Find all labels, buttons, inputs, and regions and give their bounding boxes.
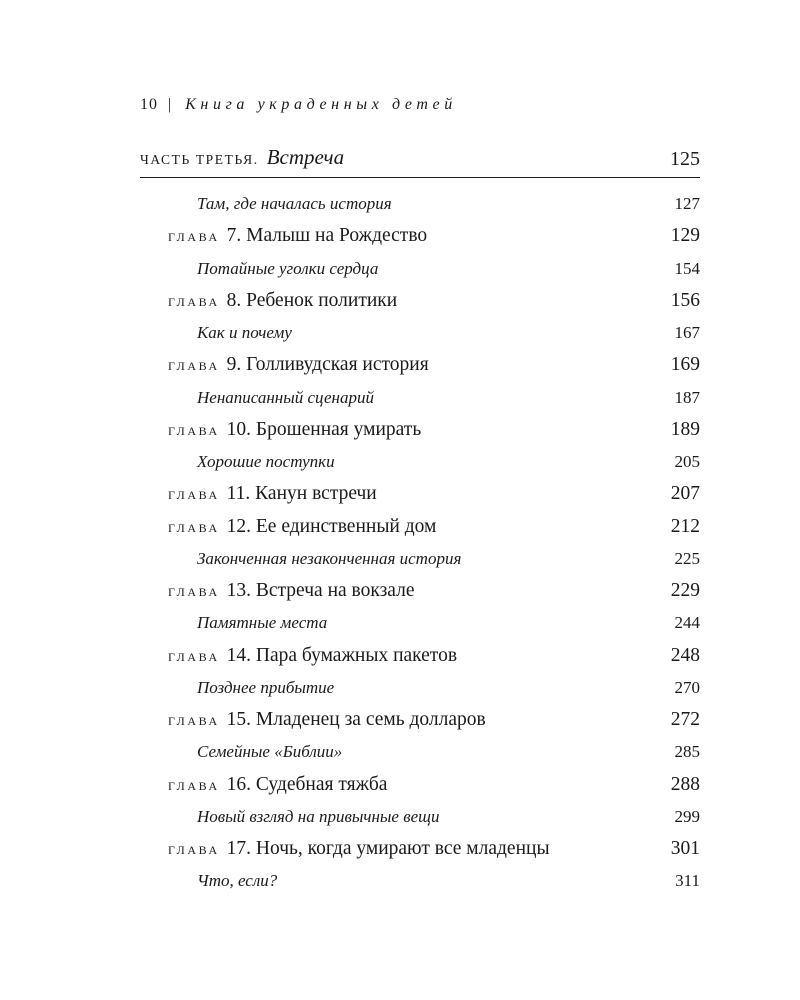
book-title: Книга украденных детей — [185, 96, 457, 113]
chapter-label: ГЛАВА — [168, 520, 220, 535]
chapter-label: ГЛАВА — [168, 359, 220, 374]
interlude-title: Новый взгляд на привычные вещи — [197, 806, 440, 826]
entry-page-number: 311 — [675, 871, 700, 891]
entry-title-wrap — [197, 253, 378, 285]
chapter-label: ГЛАВА — [168, 585, 220, 599]
toc-chapter-entry — [0, 220, 800, 252]
chapter-title: Канун встречи — [255, 483, 377, 505]
entry-page-number: 270 — [674, 677, 700, 697]
toc-chapter-entry — [0, 285, 800, 317]
entry-title-wrap — [168, 285, 397, 318]
page-number: 10 — [140, 96, 158, 113]
chapter-title: Младенец за семь долларов — [255, 709, 486, 730]
toc-chapter-entry — [0, 414, 800, 446]
chapter-title: Ночь, когда умирают все младенцы — [255, 838, 550, 859]
entry-page-number: 154 — [674, 258, 700, 278]
chapter-label: ГЛАВА — [168, 778, 220, 793]
entry-title-wrap — [168, 349, 429, 382]
entry-title-wrap — [197, 801, 439, 833]
entry-title-wrap — [197, 736, 342, 768]
running-head-separator: | — [168, 96, 172, 113]
entry-page-number: 285 — [674, 742, 700, 762]
entry-page-number: 225 — [674, 548, 700, 568]
interlude-title: Что, если? — [197, 871, 278, 891]
chapter-title: Ребенок политики — [246, 289, 398, 311]
entry-title-wrap — [168, 640, 457, 673]
entry-title-wrap — [197, 865, 277, 897]
entry-page-number: 212 — [670, 515, 700, 537]
interlude-title: Там, где началась история — [197, 194, 392, 213]
entry-title-wrap — [168, 833, 550, 866]
chapter-number: 17. — [226, 838, 252, 859]
toc-interlude-entry — [0, 188, 800, 220]
part-divider-rule — [140, 177, 700, 178]
entry-page-number: 167 — [674, 323, 700, 342]
entry-page-number: 299 — [674, 806, 700, 826]
entry-title-wrap — [168, 769, 387, 802]
interlude-title: Семейные «Библии» — [197, 742, 343, 762]
interlude-title: Ненаписанный сценарий — [197, 387, 374, 407]
entry-page-number: 248 — [670, 644, 700, 666]
chapter-title: Ее единственный дом — [255, 515, 437, 537]
chapter-number: 10. — [226, 418, 252, 440]
entry-title-wrap — [197, 672, 334, 704]
toc-chapter-entry — [0, 833, 800, 865]
entry-title-wrap — [168, 511, 436, 544]
chapter-label: ГЛАВА — [168, 423, 220, 438]
chapter-title: Брошенная умирать — [255, 418, 422, 440]
chapter-number: 16. — [226, 773, 252, 795]
interlude-title: Законченная незаконченная история — [197, 548, 462, 568]
toc-chapter-entry — [0, 478, 800, 510]
toc-interlude-entry — [0, 382, 800, 414]
table-of-contents — [0, 188, 800, 898]
chapter-number: 7. — [226, 225, 242, 247]
entry-page-number: 189 — [670, 418, 700, 440]
toc-interlude-entry — [0, 801, 800, 833]
chapter-number: 11. — [226, 483, 251, 505]
interlude-title: Позднее прибытие — [197, 677, 335, 697]
entry-title-wrap — [197, 446, 335, 478]
chapter-label: ГЛАВА — [168, 714, 220, 728]
toc-interlude-entry — [0, 446, 800, 478]
running-head — [140, 94, 457, 116]
entry-page-number: 288 — [670, 773, 700, 795]
chapter-number: 12. — [226, 515, 252, 537]
entry-page-number: 207 — [670, 483, 700, 505]
toc-chapter-entry — [0, 349, 800, 381]
toc-chapter-entry — [0, 640, 800, 672]
interlude-title: Памятные места — [197, 613, 328, 633]
entry-title-wrap — [197, 317, 292, 349]
entry-page-number: 127 — [674, 194, 700, 213]
chapter-number: 9. — [226, 354, 242, 376]
part-heading — [140, 145, 700, 173]
interlude-title: Как и почему — [197, 323, 292, 342]
toc-interlude-entry — [0, 607, 800, 639]
entry-title-wrap — [197, 607, 327, 639]
part-title: Встреча — [266, 145, 345, 169]
toc-interlude-entry — [0, 672, 800, 704]
chapter-label: ГЛАВА — [168, 488, 220, 503]
toc-chapter-entry — [0, 769, 800, 801]
entry-title-wrap — [168, 575, 415, 608]
entry-page-number: 187 — [674, 387, 700, 407]
toc-interlude-entry — [0, 253, 800, 285]
entry-page-number: 129 — [670, 225, 700, 247]
entry-title-wrap — [168, 220, 427, 253]
entry-page-number: 229 — [670, 580, 700, 601]
entry-page-number: 272 — [670, 709, 700, 730]
entry-page-number: 301 — [670, 838, 700, 859]
chapter-label: ГЛАВА — [168, 649, 220, 664]
chapter-label: ГЛАВА — [168, 294, 220, 309]
chapter-label: ГЛАВА — [168, 230, 220, 245]
entry-title-wrap — [168, 704, 486, 737]
entry-title-wrap — [168, 414, 421, 447]
chapter-title: Малыш на Рождество — [246, 225, 428, 247]
toc-interlude-entry — [0, 736, 800, 768]
entry-title-wrap — [197, 543, 461, 575]
chapter-number: 13. — [226, 580, 252, 601]
entry-title-wrap — [197, 382, 374, 414]
chapter-title: Пара бумажных пакетов — [255, 644, 458, 666]
toc-interlude-entry — [0, 317, 800, 349]
entry-title-wrap — [168, 478, 377, 511]
chapter-number: 14. — [226, 644, 252, 666]
toc-chapter-entry — [0, 575, 800, 607]
entry-title-wrap — [197, 188, 392, 220]
interlude-title: Хорошие поступки — [197, 452, 335, 471]
chapter-title: Встреча на вокзале — [255, 580, 415, 601]
chapter-title: Голливудская история — [246, 354, 429, 376]
entry-page-number: 156 — [670, 289, 700, 311]
toc-chapter-entry — [0, 704, 800, 736]
chapter-label: ГЛАВА — [168, 843, 220, 857]
toc-interlude-entry — [0, 865, 800, 897]
chapter-number: 15. — [226, 709, 252, 730]
toc-chapter-entry — [0, 511, 800, 543]
chapter-title: Судебная тяжба — [255, 773, 388, 795]
entry-page-number: 169 — [670, 354, 700, 376]
chapter-number: 8. — [226, 289, 242, 311]
part-label: ЧАСТЬ ТРЕТЬЯ. — [140, 152, 259, 167]
interlude-title: Потайные уголки сердца — [197, 258, 379, 278]
entry-page-number: 244 — [674, 613, 700, 633]
entry-page-number: 205 — [674, 452, 700, 471]
part-page-number: 125 — [670, 148, 700, 170]
toc-interlude-entry — [0, 543, 800, 575]
